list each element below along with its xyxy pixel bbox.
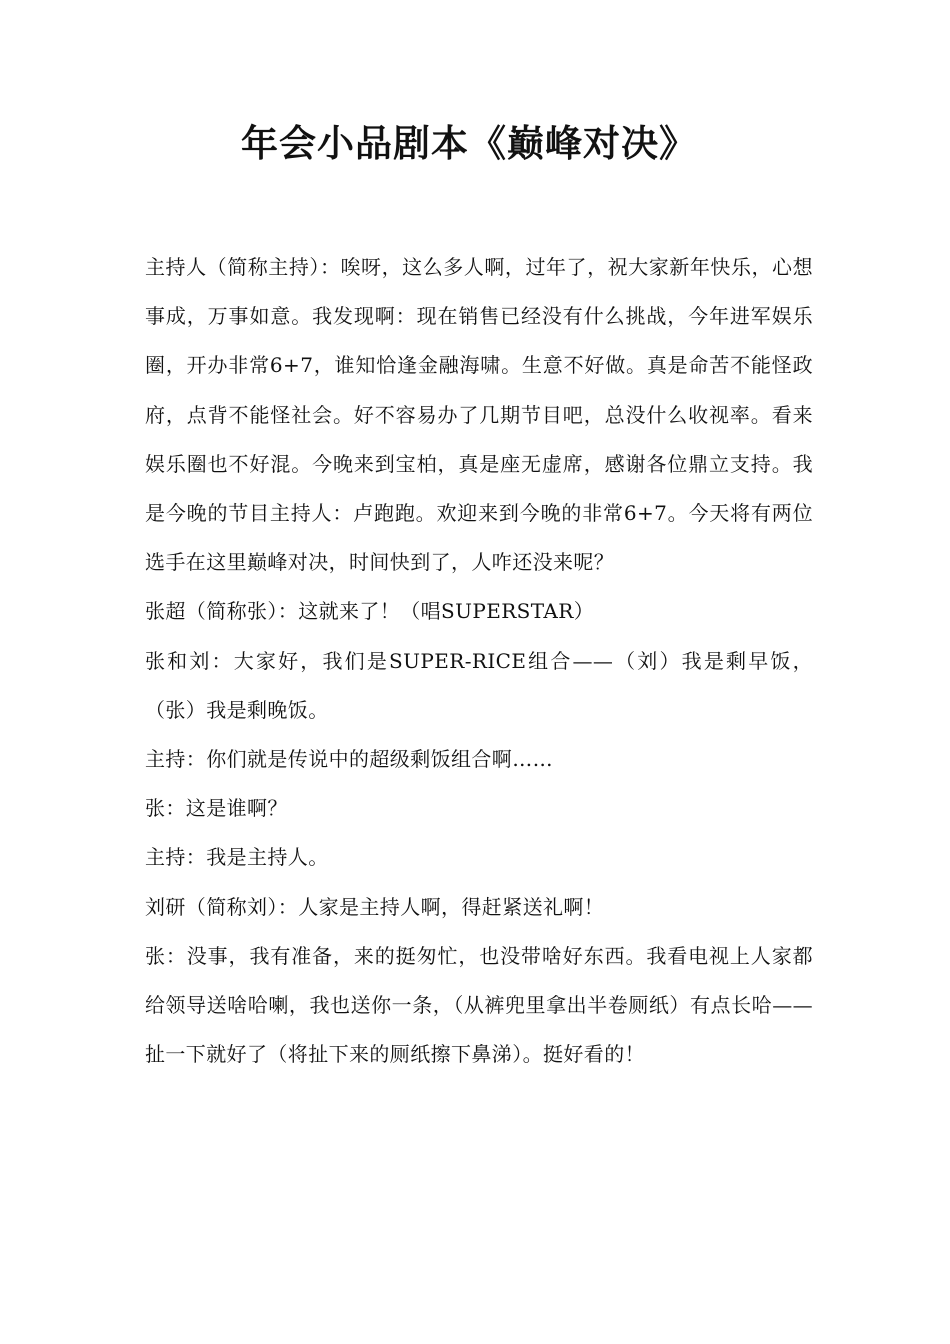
- paragraph-duo-intro: 张和刘：大家好，我们是SUPER-RICE组合——（刘）我是剩早饭，（张）我是剩晚饭。: [145, 648, 813, 722]
- paragraph-zhang-gift: 张：没事，我有准备，来的挺匆忙，也没带啥好东西。我看电视上人家都给领导送啥哈喇，我也送你一条，（从裤兜里拿出半卷厕纸）有点长哈——扯一下就好了（将扯下来的厕纸擦下鼻涕）。挺好看的！: [145, 943, 813, 1067]
- paragraph-host-reply: 主持：你们就是传说中的超级剩饭组合啊……: [145, 747, 553, 772]
- script-body: [145, 243, 813, 1079]
- paragraph-zhang-entrance: 张超（简称张）：这就来了！（唱SUPERSTAR）: [145, 599, 595, 624]
- paragraph-host-answer: 主持：我是主持人。: [145, 845, 329, 870]
- document-title: 年会小品剧本《巅峰对决》: [241, 122, 697, 165]
- paragraph-host-opening: 主持人（简称主持）：唉呀，这么多人啊，过年了，祝大家新年快乐，心想事成，万事如意。我发现啊：现在销售已经没有什么挑战，今年进军娱乐圈，开办非常6+7，谁知恰逢金融海啸。生意不好做。真是命苦不能怪政府，点背不能怪社会。好不容易办了几期节目吧，总没什么收视率。看来娱乐圈也不好混。今晚来到宝柏，真是座无虚席，感谢各位鼎立支持。我是今晚的节目主持人：卢跑跑。欢迎来到今晚的非常6+7。今天将有两位选手在这里巅峰对决，时间快到了，人咋还没来呢？: [145, 255, 813, 575]
- paragraph-liu-line: 刘研（简称刘）：人家是主持人啊，得赶紧送礼啊！: [145, 894, 605, 919]
- paragraph-zhang-question: 张：这是谁啊？: [145, 796, 288, 821]
